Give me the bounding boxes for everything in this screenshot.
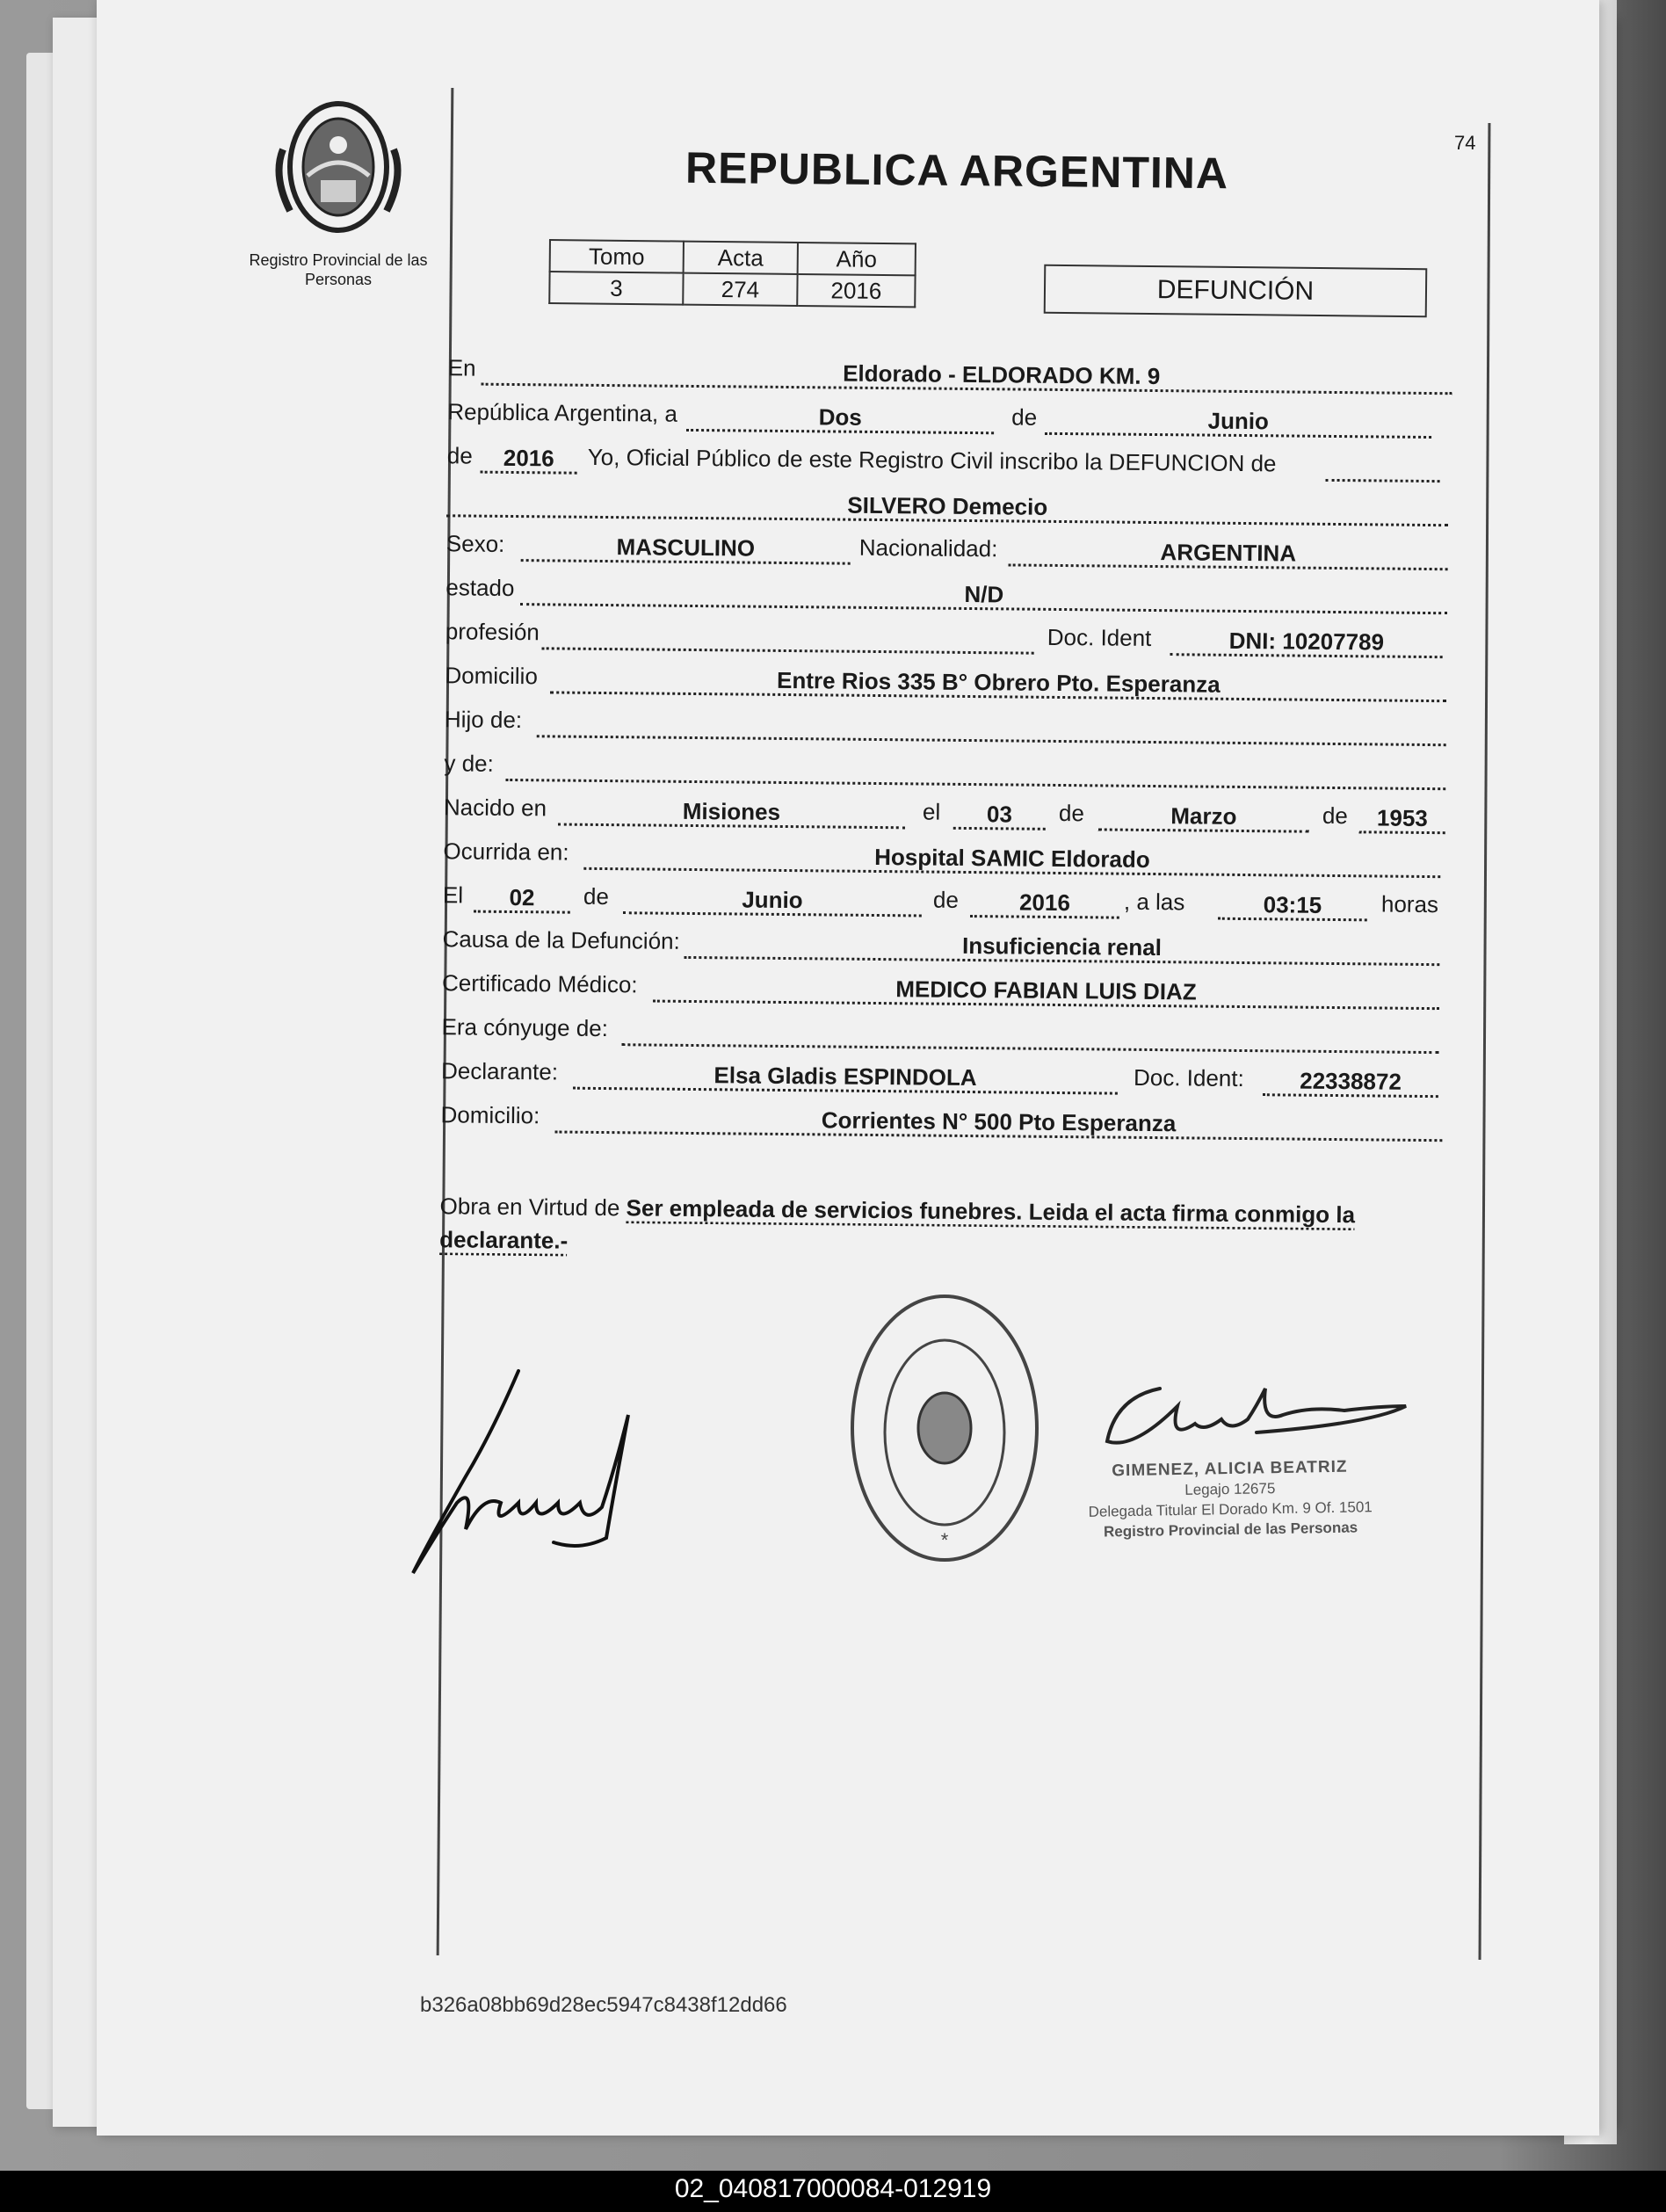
en-label: En — [447, 354, 476, 381]
row-certificate — [416, 962, 1452, 1011]
birth-month: Marzo — [1170, 802, 1237, 830]
document-hash: b326a08bb69d28ec5947c8438f12dd66 — [420, 1993, 787, 2017]
el-label: el — [922, 798, 941, 825]
deceased-name: SILVERO Demecio — [847, 491, 1048, 520]
address-value: Entre Rios 335 B° Obrero Pto. Esperanza — [776, 666, 1221, 698]
row-spouse — [415, 1006, 1452, 1055]
official-org: Registro Provincial de las Personas — [1103, 1519, 1358, 1541]
row-cause — [416, 918, 1452, 967]
day-value: Dos — [818, 403, 862, 431]
doc2-label: Doc. Ident: — [1133, 1063, 1244, 1092]
de-label: de — [446, 442, 473, 469]
official-legajo: Legajo 12675 — [1184, 1480, 1276, 1498]
acta-header: Acta — [684, 242, 798, 274]
row-death-place — [416, 830, 1453, 879]
basis-value: Ser empleada de servicios funebres. Leida el acta firma conmigo la declarante.- — [439, 1194, 1356, 1254]
page-number: 74 — [1454, 132, 1476, 154]
death-record-form — [413, 347, 1459, 1262]
official-role: Delegada Titular El Dorado Km. 9 Of. 1501 — [1088, 1498, 1373, 1520]
row-parent2 — [417, 743, 1454, 791]
row-profession — [419, 611, 1456, 659]
row-declarant-address — [414, 1094, 1451, 1142]
tomo-header: Tomo — [550, 240, 684, 273]
declarant-label: Declarante: — [440, 1057, 559, 1085]
acta-value: 274 — [683, 273, 797, 306]
spouse-label: Era cónyuge de: — [441, 1013, 609, 1042]
record-type-box: DEFUNCIÓN — [1044, 265, 1428, 318]
row-declarant — [415, 1050, 1452, 1099]
death-place: Hospital SAMIC Eldorado — [874, 843, 1150, 873]
dotted-line — [621, 1043, 1438, 1054]
record-table — [548, 239, 916, 308]
death-day: 02 — [509, 883, 535, 911]
official-stamp — [1054, 1456, 1407, 1543]
declarant-value: Elsa Gladis ESPINDOLA — [713, 1062, 977, 1091]
death-time: 03:15 — [1263, 891, 1322, 918]
tomo-value: 3 — [549, 272, 683, 305]
location-value: Eldorado - ELDORADO KM. 9 — [843, 359, 1161, 390]
nationality-value: ARGENTINA — [1160, 539, 1297, 567]
row-name — [420, 479, 1457, 527]
child-of-label: Hijo de: — [444, 706, 523, 734]
doc2-value: 22338872 — [1300, 1067, 1402, 1095]
address2-value: Corrientes N° 500 Pto Esperanza — [821, 1106, 1177, 1137]
year-value: 2016 — [503, 444, 554, 472]
month-value: Junio — [1207, 407, 1270, 435]
status-label: estado — [445, 574, 515, 602]
born-label: Nacido en — [443, 794, 547, 822]
de-label: de — [583, 882, 610, 910]
anio-header: Año — [798, 243, 916, 275]
de-label: de — [1322, 801, 1348, 830]
row-death-date — [416, 874, 1453, 923]
dotted-line — [542, 647, 1034, 654]
death-month: Junio — [742, 886, 803, 914]
and-of-label: y de: — [444, 750, 494, 777]
cause-label: Causa de la Defunción: — [442, 925, 680, 954]
svg-text:*: * — [940, 1529, 949, 1551]
official-name: GIMENEZ, ALICIA BEATRIZ — [1112, 1457, 1348, 1481]
anio-value: 2016 — [797, 274, 915, 307]
birth-day: 03 — [986, 801, 1013, 828]
dotted-line — [1326, 479, 1440, 482]
doc-value: DNI: 10207789 — [1228, 627, 1385, 656]
time-label: , a las — [1123, 888, 1185, 916]
basis-paragraph — [413, 1189, 1446, 1266]
status-value: N/D — [964, 580, 1004, 608]
certificate-value: MEDICO FABIAN LUIS DIAZ — [895, 975, 1197, 1005]
death-year: 2016 — [1018, 888, 1071, 917]
republica-label: República Argentina, a — [447, 398, 678, 427]
birth-place: Misiones — [682, 797, 781, 825]
profession-label: profesión — [445, 618, 540, 646]
misiones-emblem — [272, 97, 404, 237]
address-label: Domicilio — [445, 662, 539, 690]
official-seal — [844, 1283, 1046, 1573]
de-label: de — [1011, 403, 1038, 431]
certificate-label: Certificado Médico: — [441, 969, 638, 998]
document-title: REPUBLICA ARGENTINA — [685, 142, 1229, 199]
sex-value: MASCULINO — [616, 533, 756, 562]
nationality-label: Nacionalidad: — [858, 533, 998, 562]
row-marital-status — [419, 567, 1456, 615]
el2-label: El — [442, 881, 464, 909]
de-label: de — [1058, 799, 1085, 827]
row-sex-nationality — [420, 523, 1457, 571]
cause-value: Insuficiencia renal — [961, 932, 1163, 961]
occurred-label: Ocurrida en: — [443, 838, 569, 866]
row-date — [421, 391, 1458, 439]
de-label: de — [932, 886, 960, 913]
birth-year: 1953 — [1376, 804, 1428, 832]
address2-label: Domicilio: — [440, 1101, 540, 1129]
row-birth — [417, 787, 1454, 835]
hours-label: horas — [1380, 890, 1439, 918]
declarant-signature — [404, 1362, 659, 1582]
image-caption: 02_040817000084-012919 — [674, 2174, 992, 2203]
row-parent1 — [418, 699, 1455, 747]
inscription-text: Yo, Oficial Público de este Registro Civil inscribo la DEFUNCION de — [587, 443, 1277, 477]
registry-name: Registro Provincial de las Personas — [249, 251, 428, 288]
basis-label: Obra en Virtud de — [439, 1193, 620, 1222]
row-address — [418, 655, 1455, 703]
doc-label: Doc. Ident — [1047, 623, 1152, 651]
row-inscription — [421, 435, 1458, 483]
sex-label: Sexo: — [445, 530, 505, 557]
